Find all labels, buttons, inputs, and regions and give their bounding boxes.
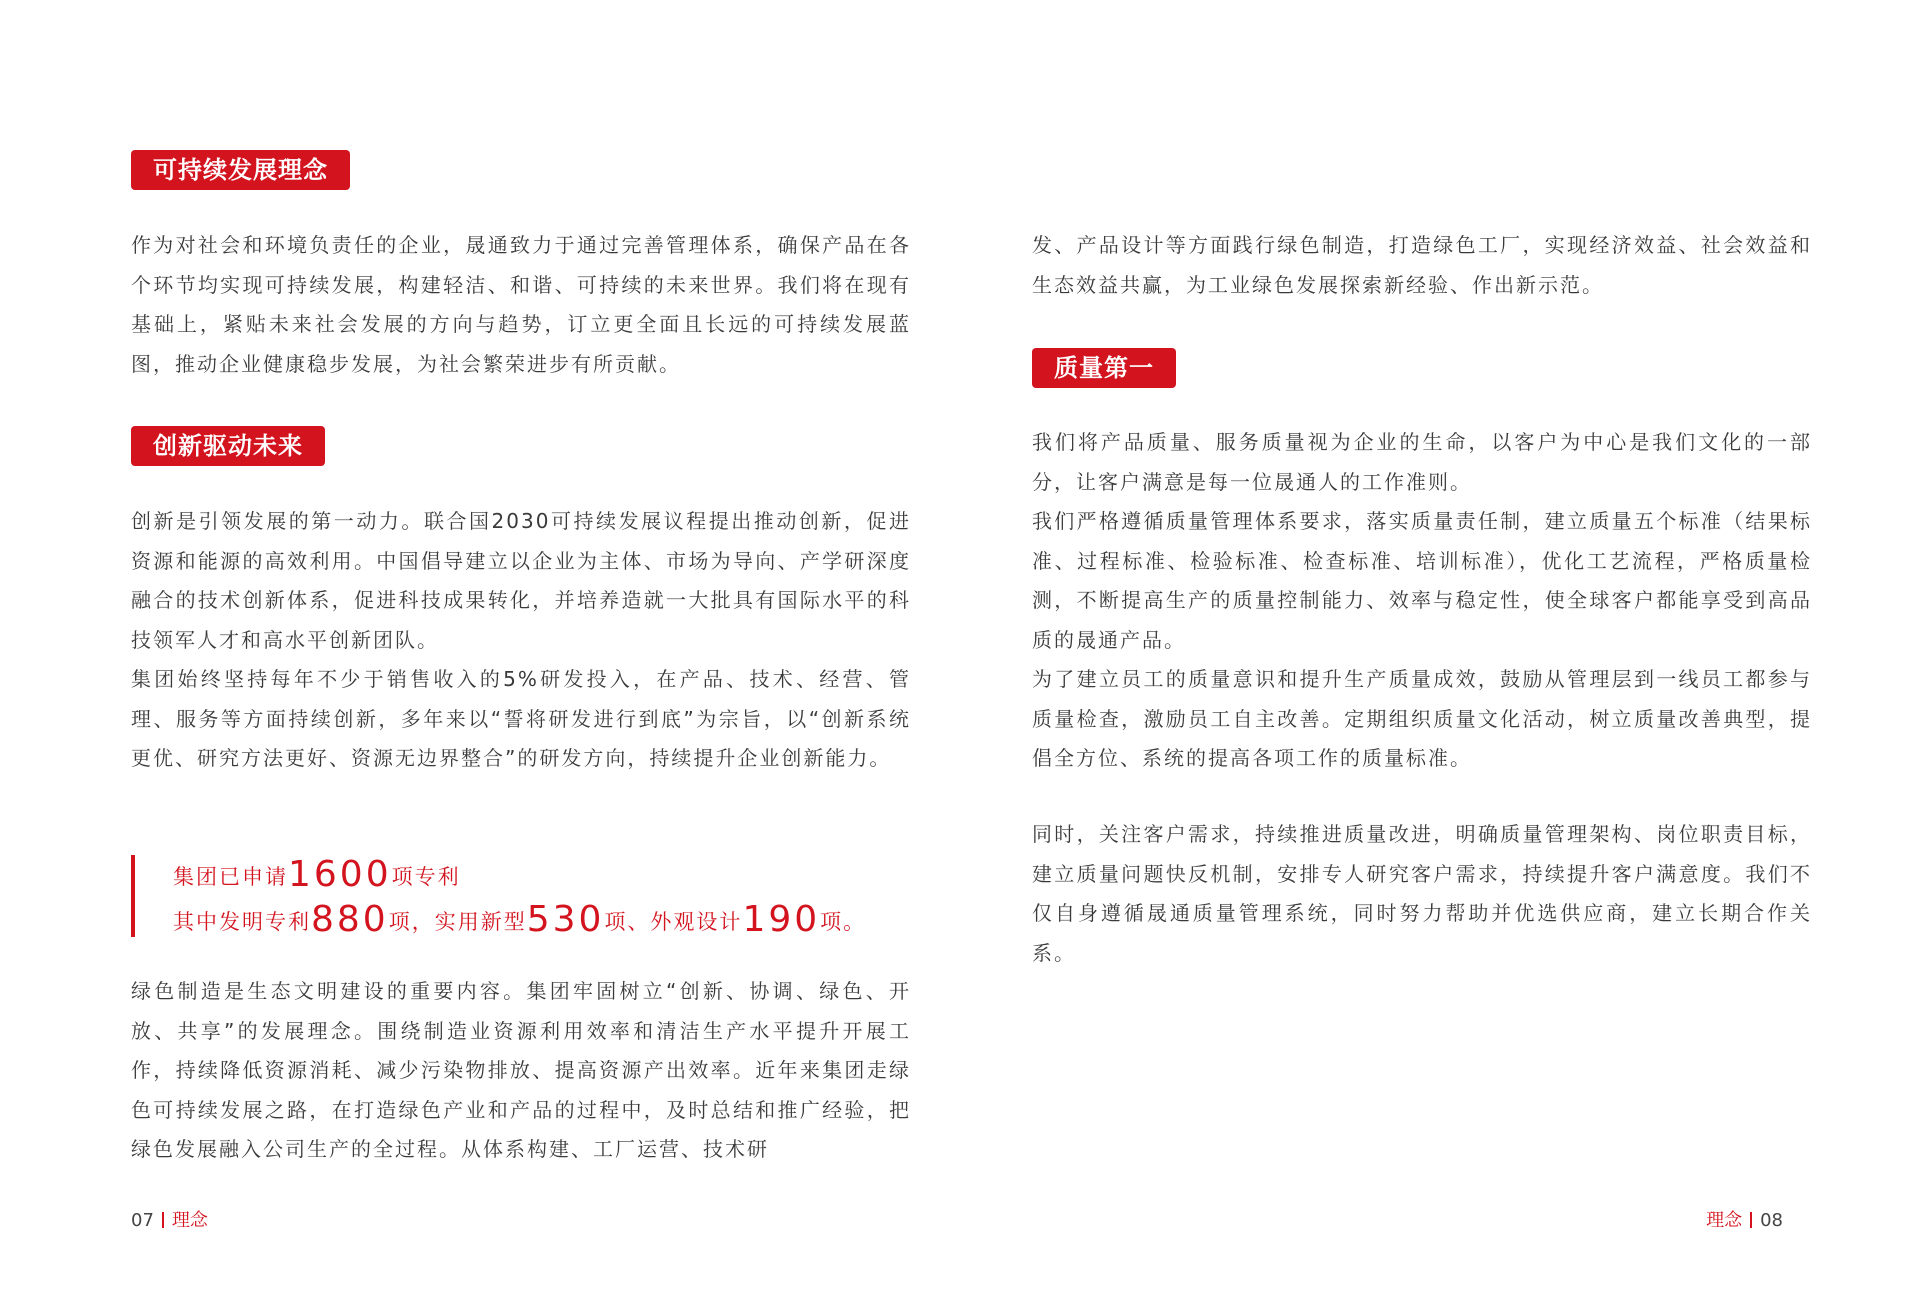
- section-heading-sustainability: 可持续发展理念: [131, 150, 350, 190]
- patent-callout-line-2: 其中发明专利880项，实用新型530项、外观设计190项。: [173, 899, 867, 940]
- innovation-paragraph-1: 创新是引领发展的第一动力。联合国2030可持续发展议程提出推动创新，促进资源和能源的高效利用。中国倡导建立以企业为主体、市场为导向、产学研深度融合的技术创新体系，促进科技成果转化，并培养造就一大批具有国际水平的科技领军人才和高水平创新团队。: [131, 509, 911, 652]
- patent-total-number: 1600: [288, 854, 392, 895]
- section-heading-innovation: 创新驱动未来: [131, 426, 325, 466]
- green-manufacturing-continuation: 发、产品设计等方面践行绿色制造，打造绿色工厂，实现经济效益、社会效益和生态效益共赢，为工业绿色发展探索新经验、作出新示范。: [1032, 233, 1812, 297]
- quality-paragraph-2: 我们严格遵循质量管理体系要求，落实质量责任制，建立质量五个标准（结果标准、过程标准、检验标准、检查标准、培训标准），优化工艺流程，严格质量检测，不断提高生产的质量控制能力、效率与稳定性，使全球客户都能享受到高品质的晟通产品。: [1032, 509, 1812, 652]
- quality-paragraph-1: 我们将产品质量、服务质量视为企业的生命，以客户为中心是我们文化的一部分，让客户满意是每一位晟通人的工作准则。: [1032, 430, 1812, 494]
- innovation-paragraphs: [131, 502, 911, 779]
- utility-model-number: 530: [526, 899, 605, 940]
- quality-paragraphs: [1032, 423, 1812, 779]
- patent-callout-line-1: 集团已申请1600项专利: [173, 854, 461, 895]
- footer-label-right: 理念: [1706, 1210, 1743, 1231]
- footer-divider: [162, 1212, 164, 1228]
- green-manufacturing-paragraph: 绿色制造是生态文明建设的重要内容。集团牢固树立“创新、协调、绿色、开放、共享”的发展理念。围绕制造业资源利用效率和清洁生产水平提升开展工作，持续降低资源消耗、减少污染物排放、提高资源产出效率。近年来集团走绿色可持续发展之路，在打造绿色产业和产品的过程中，及时总结和推广经验，把绿色发展融入公司生产的全过程。从体系构建、工厂运营、技术研: [131, 979, 911, 1161]
- patent-callout: [131, 854, 915, 940]
- invention-patent-number: 880: [311, 899, 389, 940]
- footer-right: [1706, 1208, 1783, 1234]
- footer-divider: [1750, 1212, 1752, 1228]
- quality-paragraph-4-block: [1032, 815, 1812, 973]
- sustainability-paragraph: 作为对社会和环境负责任的企业，晟通致力于通过完善管理体系，确保产品在各个环节均实现可持续发展，构建轻洁、和谐、可持续的未来世界。我们将在现有基础上，紧贴未来社会发展的方向与趋势，订立更全面且长远的可持续发展蓝图，推动企业健康稳步发展，为社会繁荣进步有所贡献。: [131, 233, 911, 376]
- page-number-left: 07: [131, 1210, 154, 1231]
- footer-left: [131, 1208, 208, 1234]
- section-heading-quality: 质量第一: [1032, 348, 1176, 388]
- innovation-paragraph-2: 集团始终坚持每年不少于销售收入的5%研发投入，在产品、技术、经营、管理、服务等方面持续创新，多年来以“誓将研发进行到底”为宗旨，以“创新系统更优、研究方法更好、资源无边界整合”的研发方向，持续提升企业创新能力。: [131, 667, 911, 770]
- page-number-right: 08: [1760, 1210, 1783, 1231]
- design-patent-number: 190: [742, 899, 821, 940]
- footer-label-left: 理念: [171, 1210, 208, 1231]
- quality-paragraph-3: 为了建立员工的质量意识和提升生产质量成效，鼓励从管理层到一线员工都参与质量检查，激励员工自主改善。定期组织质量文化活动，树立质量改善典型，提倡全方位、系统的提高各项工作的质量标准。: [1032, 667, 1812, 770]
- quality-paragraph-4: 同时，关注客户需求，持续推进质量改进，明确质量管理架构、岗位职责目标，建立质量问题快反机制，安排专人研究客户需求，持续提升客户满意度。我们不仅自身遵循晟通质量管理系统，同时努力帮助并优选供应商，建立长期合作关系。: [1032, 822, 1812, 965]
